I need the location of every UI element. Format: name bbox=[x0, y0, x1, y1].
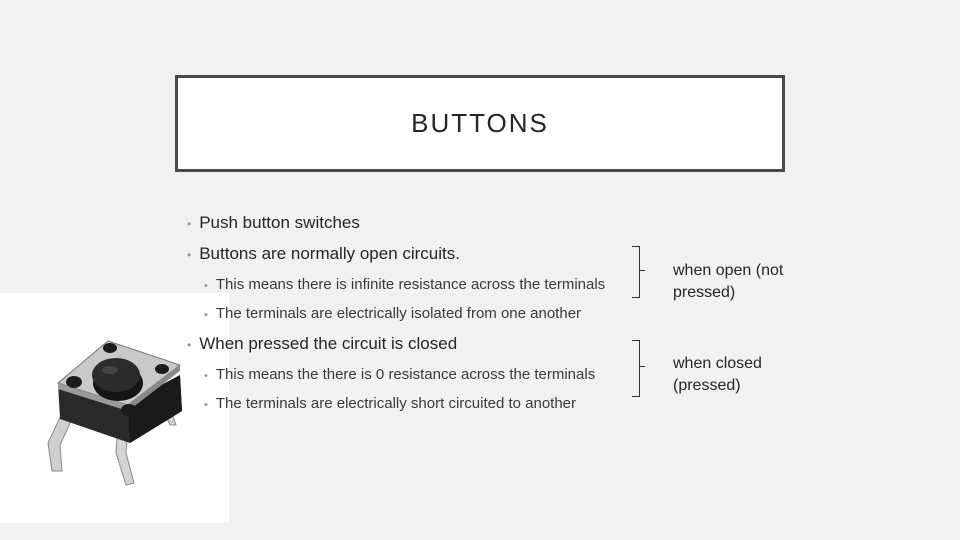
bullet-item bbox=[187, 213, 360, 233]
push-button-illustration bbox=[0, 293, 229, 523]
bullet-marker: • bbox=[204, 399, 208, 411]
open-state-brace-tick bbox=[640, 270, 645, 271]
bullet-text: The terminals are electrically short circuited to another bbox=[215, 395, 577, 412]
bullet-text: When pressed the circuit is closed bbox=[199, 334, 458, 353]
bullet-marker: • bbox=[204, 280, 208, 292]
bullet-marker: • bbox=[187, 248, 192, 262]
open-state-brace bbox=[632, 246, 640, 298]
bullet-item bbox=[187, 244, 460, 264]
sub-bullet-item bbox=[204, 276, 605, 293]
sub-bullet-item bbox=[204, 305, 581, 322]
bullet-marker: • bbox=[204, 309, 208, 321]
bullet-text: The terminals are electrically isolated from one another bbox=[215, 305, 582, 322]
bullet-text: This means the there is 0 resistance across the terminals bbox=[215, 366, 596, 383]
bullet-marker: • bbox=[204, 370, 208, 382]
slide-title: BUTTONS bbox=[411, 108, 549, 138]
bullet-text: Buttons are normally open circuits. bbox=[199, 244, 460, 263]
bullet-marker: • bbox=[187, 217, 192, 231]
bullet-text: Push button switches bbox=[199, 213, 360, 232]
title-box bbox=[175, 75, 785, 172]
closed-state-note: when closed (pressed) bbox=[673, 355, 762, 394]
closed-state-brace-tick bbox=[640, 366, 645, 367]
bullet-text: This means there is infinite resistance across the terminals bbox=[215, 276, 606, 293]
open-state-note: when open (not pressed) bbox=[673, 262, 784, 301]
push-button-photo bbox=[0, 293, 229, 523]
sub-bullet-item bbox=[204, 395, 576, 412]
bullet-marker: • bbox=[187, 338, 192, 352]
sub-bullet-item bbox=[204, 366, 595, 383]
closed-state-brace bbox=[632, 340, 640, 397]
